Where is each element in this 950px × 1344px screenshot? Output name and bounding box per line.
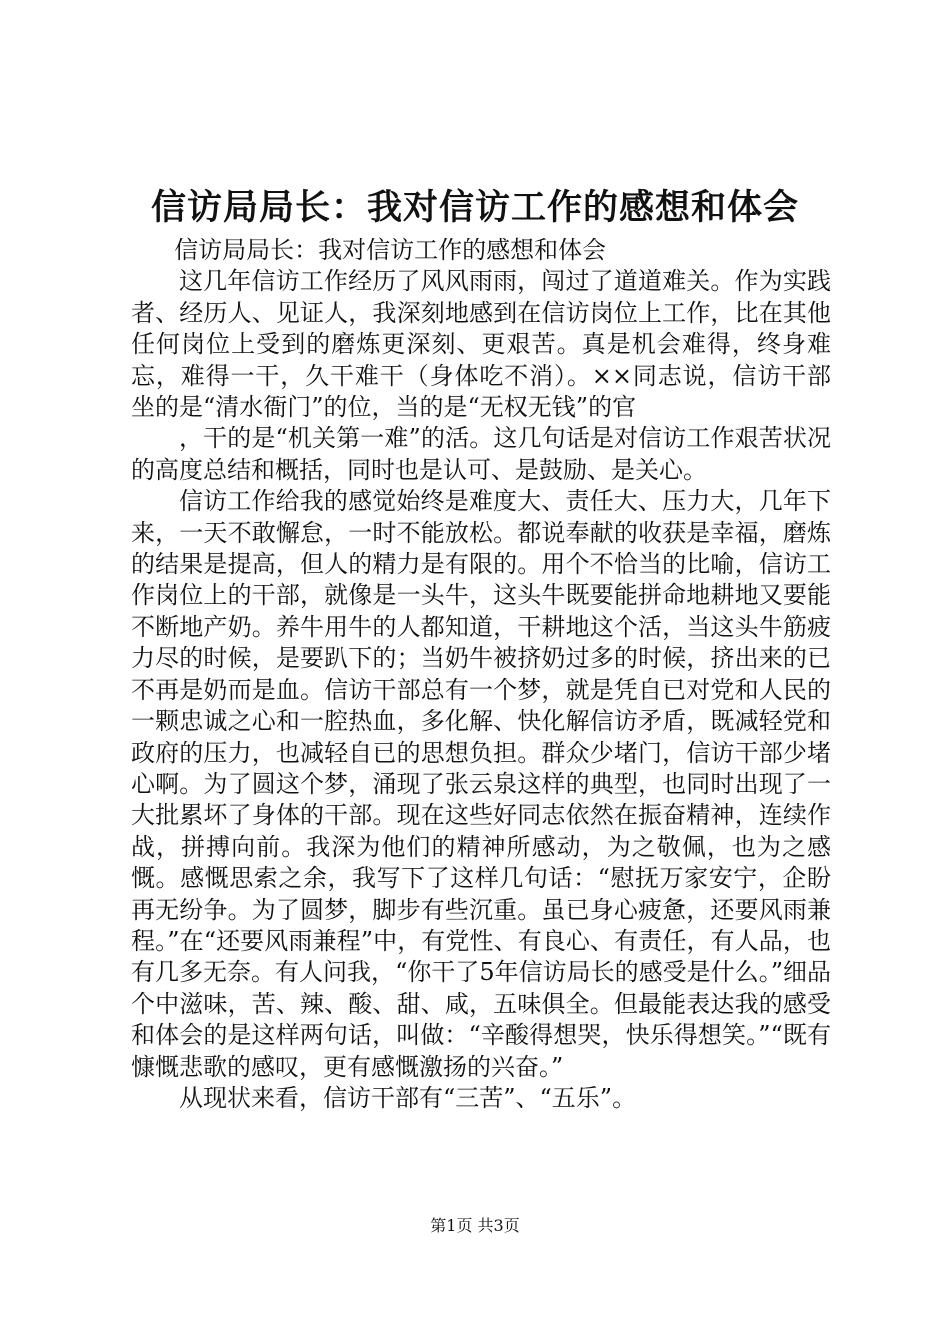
document-title: 信访局局长：我对信访工作的感想和体会 — [150, 187, 799, 228]
paragraph-4: 从现状来看，信访干部有“三苦”、“五乐”。 — [179, 1083, 637, 1112]
paragraph-2: ，干的是“机关第一难”的活。这几句话是对信访工作艰苦状况的高度总结和概括，同时也是认可、是鼓励、是关心。 — [131, 424, 831, 484]
document-subtitle: 信访局局长：我对信访工作的感想和体会 — [174, 236, 607, 264]
page-footer: 第1页 共3页 — [430, 1216, 520, 1235]
document-body — [131, 235, 831, 1114]
paragraph-3: 信访工作给我的感觉始终是难度大、责任大、压力大，几年下来，一天不敢懈怠，一时不能放松。都说奉献的收获是幸福，磨炼的结果是提高，但人的精力是有限的。用个不恰当的比喻，信访工作岗位上的干部，就像是一头牛，这头牛既要能拼命地耕地又要能不断地产奶。养牛用牛的人都知道，干耕地这个活，当这头牛筋疲力尽的时候，是要趴下的；当奶牛被挤奶过多的时候，挤出来的已不再是奶而是血。信访干部总有一个梦，就是凭自已对党和人民的一颗忠诚之心和一腔热血，多化解、快化解信访矛盾，既减轻党和政府的压力，也减轻自已的思想负担。群众少堵门，信访干部少堵心啊。为了圆这个梦，涌现了张云泉这样的典型，也同时出现了一大批累坏了身体的干部。现在这些好同志依然在振奋精神，连续作战，拼搏向前。我深为他们的精神所感动，为之敬佩，也为之感慨。感慨思索之余，我写下了这样几句话：“慰抚万家安宁，企盼再无纷争。为了圆梦，脚步有些沉重。虽已身心疲惫，还要风雨兼程。”在“还要风雨兼程”中，有党性、有良心、有责任，有人品，也有几多无奈。有人问我，“你干了5年信访局长的感受是什么。”细品个中滋味，苦、辣、酸、甜、咸，五味俱全。但最能表达我的感受和体会的是这样两句话，叫做：“辛酸得想哭，快乐得想笑。”“既有慷慨悲歌的感叹，更有感慨激扬的兴奋。” — [131, 487, 831, 1081]
paragraph-1: 这几年信访工作经历了风风雨雨，闯过了道道难关。作为实践者、经历人、见证人，我深刻地感到在信访岗位上工作，比在其他任何岗位上受到的磨炼更深刻、更艰苦。真是机会难得，终身难忘，难得一干，久干难干（身体吃不消）。××同志说，信访干部坐的是“清水衙门”的位，当的是“无权无钱”的官 — [131, 267, 831, 422]
